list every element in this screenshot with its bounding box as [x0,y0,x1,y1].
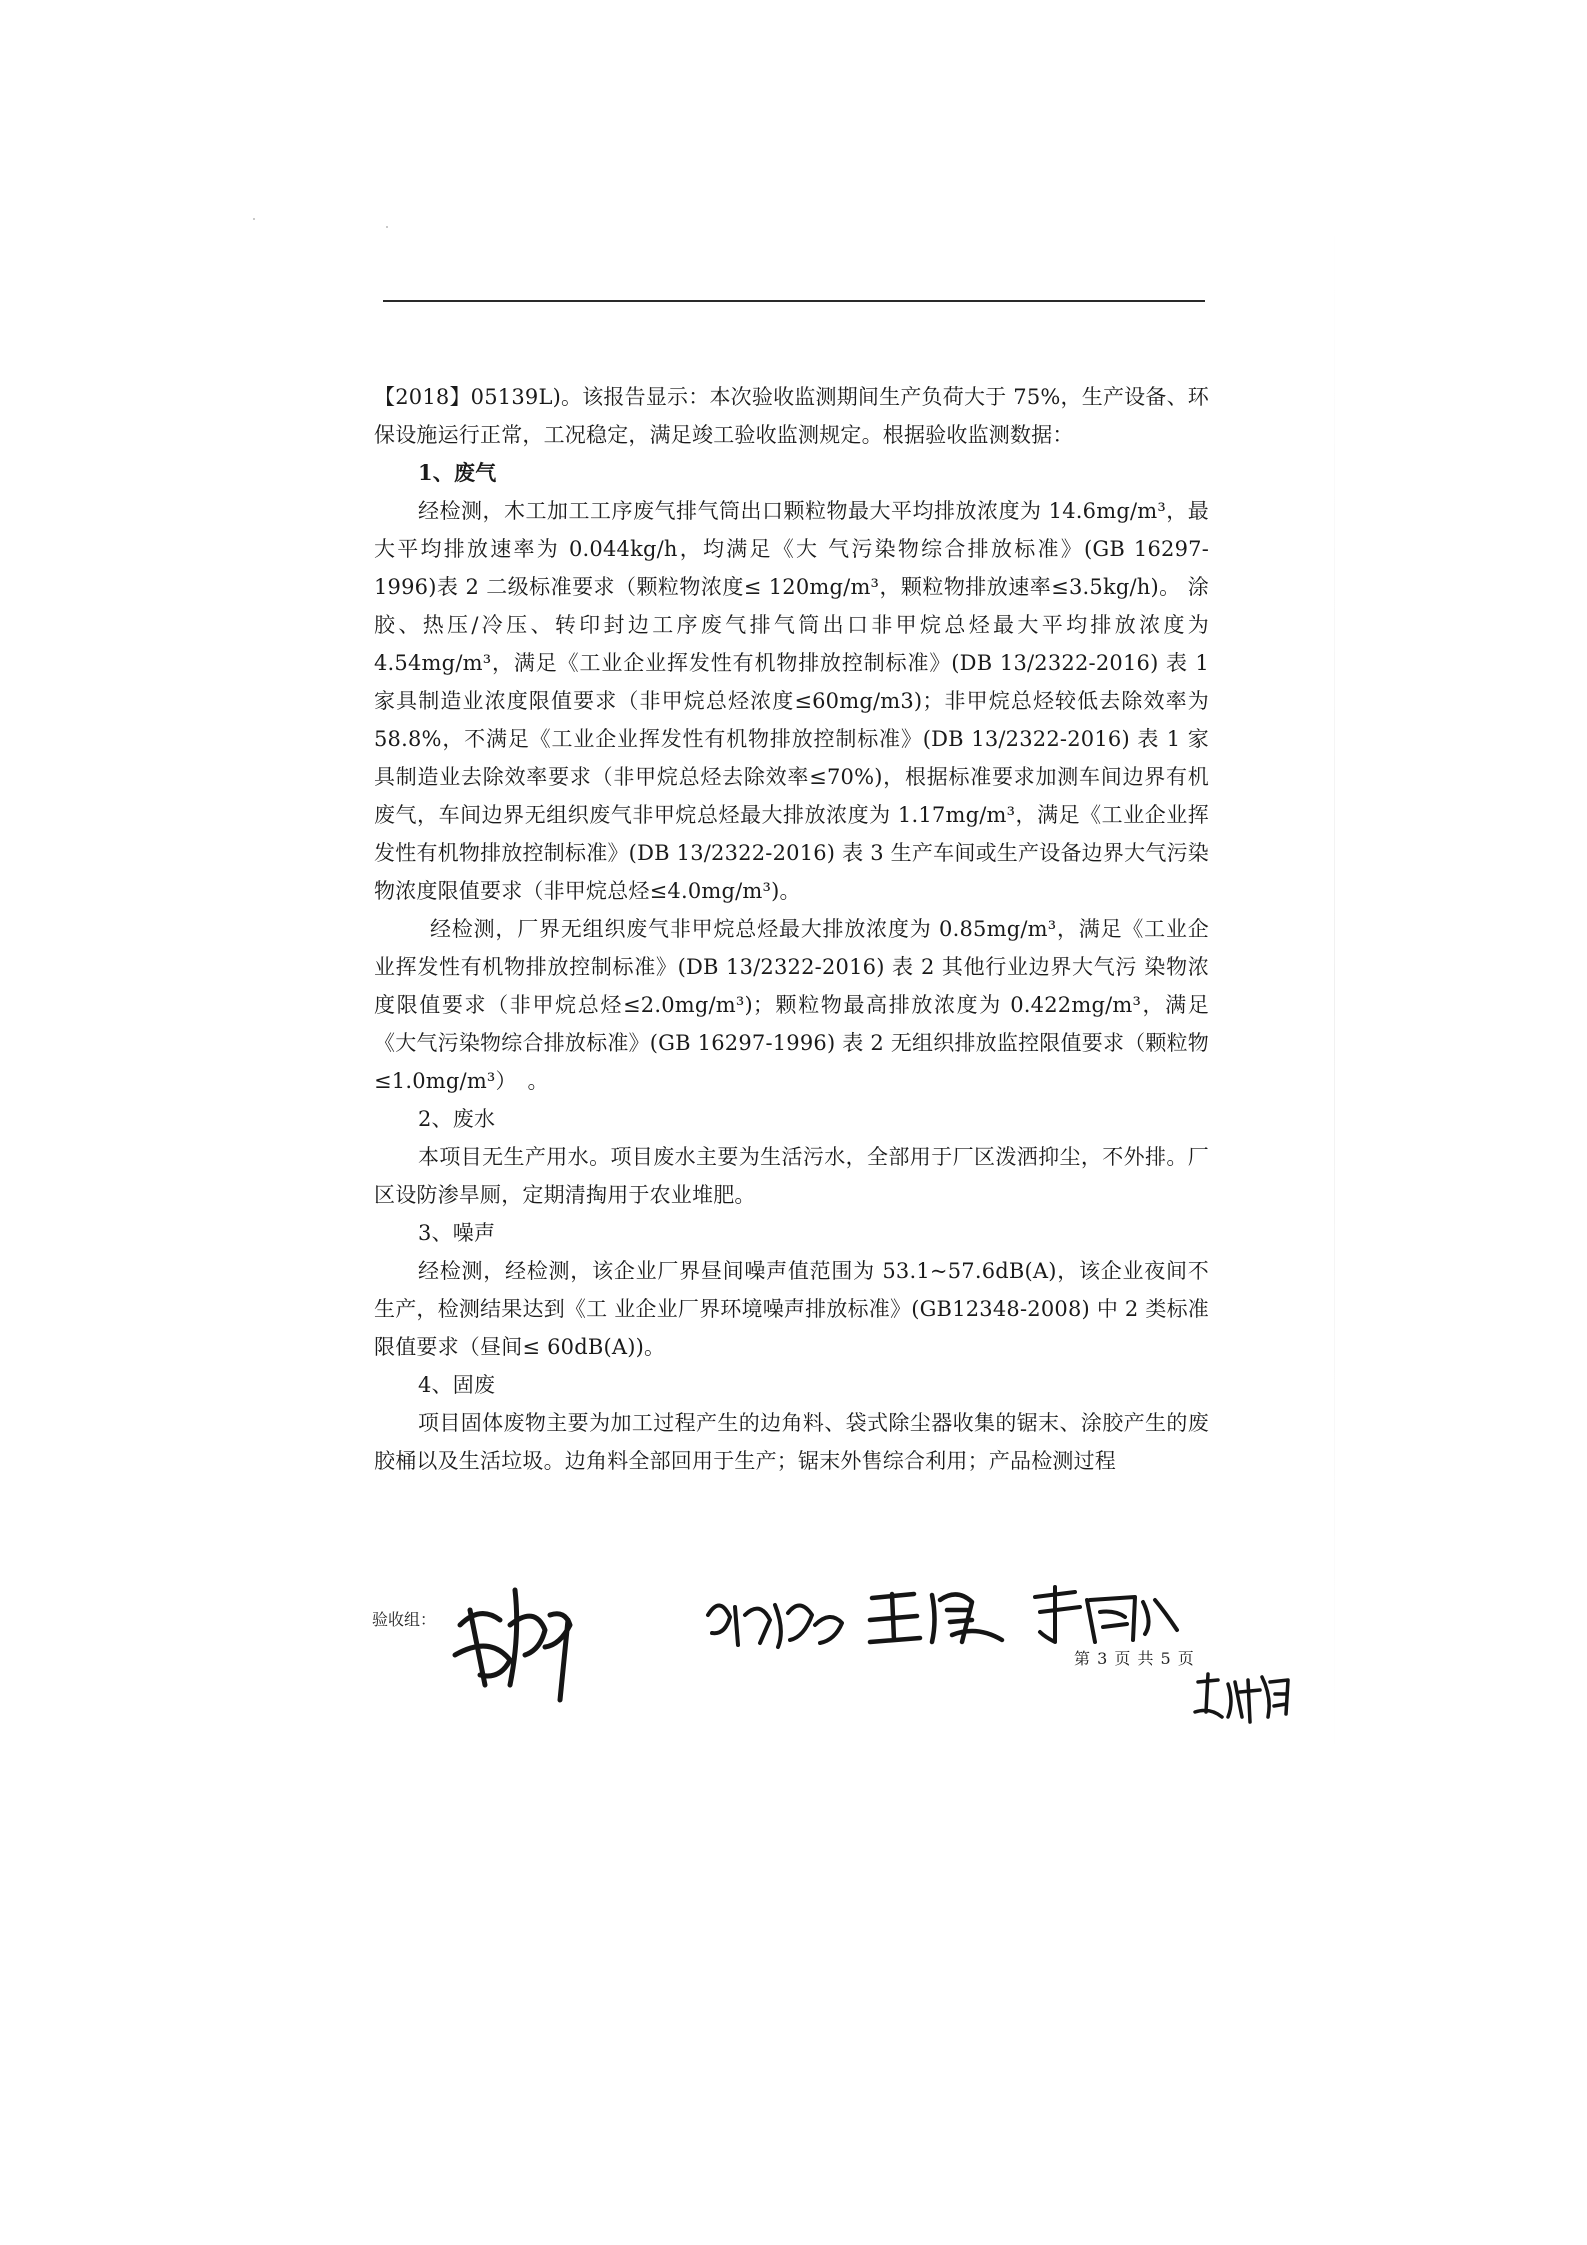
paragraph-noise: 经检测，经检测，该企业厂界昼间噪声值范围为 53.1~57.6dB(A)，该企业夜间不生产，检测结果达到《工 业企业厂界环境噪声排放标准》(GB12348-2008) 中 2 类标准限值要求（昼间≤ 60dB(A))。 [374,1259,1209,1359]
page-number: 第 3 页 共 5 页 [1074,1649,1195,1668]
heading-exhaust-gas: 1、废气 [418,460,497,485]
paragraph-report-summary: 【2018】05139L)。该报告显示：本次验收监测期间生产负荷大于 75%，生产设备、环保设施运行正常，工况稳定，满足竣工验收监测规定。根据验收监测数据： [374,385,1209,447]
document-body [374,378,1209,1480]
signature-3 [862,1580,1012,1655]
paragraph-wastewater: 本项目无生产用水。项目废水主要为生活污水，全部用于厂区泼洒抑尘，不外排。厂区设防渗旱厕，定期清掏用于农业堆肥。 [374,1145,1209,1207]
heading-wastewater: 2、废水 [418,1107,496,1131]
heading-noise: 3、噪声 [418,1221,496,1245]
signature-4 [1025,1572,1185,1652]
scan-edge-shadow [1334,210,1335,1770]
signature-1 [440,1565,590,1705]
heading-solid-waste: 4、固废 [418,1373,496,1397]
header-rule [383,300,1205,302]
acceptance-group-label: 验收组： [372,1610,437,1629]
signature-5 [1190,1662,1300,1732]
signature-2 [700,1585,850,1660]
paragraph-solid-waste: 项目固体废物主要为加工过程产生的边角料、袋式除尘器收集的锯末、涂胶产生的废胶桶以及生活垃圾。边角料全部回用于生产；锯末外售综合利用；产品检测过程 [374,1411,1209,1473]
paragraph-exhaust-gas-stack: 经检测，木工加工工序废气排气筒出口颗粒物最大平均排放浓度为 14.6mg/m³，最大平均排放速率为 0.044kg/h，均满足《大 气污染物综合排放标准》(GB 16297-1996)表 2 二级标准要求（颗粒物浓度≤ 120mg/m³，颗粒物排放速率≤3.5kg/h)。 涂胶、热压/冷压、转印封边工序废气排气筒出口非甲烷总烃最大平均排放浓度为 4.54mg/m³，满足《工业企业挥发性有机物排放控制标准》(DB 13/2322-2016) 表 1 家具制造业浓度限值要求（非甲烷总烃浓度≤60mg/m3)；非甲烷总烃较低去除效率为 58.8%，不满足《工业企业挥发性有机物排放控制标准》(DB 13/2322-2016) 表 1 家具制造业去除效率要求（非甲烷总烃去除效率≤70%)，根据标准要求加测车间边界有机废气，车间边界无组织废气非甲烷总烃最大排放浓度为 1.17mg/m³，满足《工业企业挥发性有机物排放控制标准》(DB 13/2322-2016) 表 3 生产车间或生产设备边界大气污染物浓度限值要求（非甲烷总烃≤4.0mg/m³)。 [374,499,1209,903]
paragraph-exhaust-gas-boundary: 经检测，厂界无组织废气非甲烷总烃最大排放浓度为 0.85mg/m³，满足《工业企业挥发性有机物排放控制标准》(DB 13/2322-2016) 表 2 其他行业边界大气污 染物浓度限值要求（非甲烷总烃≤2.0mg/m³)；颗粒物最高排放浓度为 0.422mg/m³，满足《大气污染物综合排放标准》(GB 16297-1996) 表 2 无组织排放监控限值要求（颗粒物≤1.0mg/m³） 。 [374,917,1209,1093]
